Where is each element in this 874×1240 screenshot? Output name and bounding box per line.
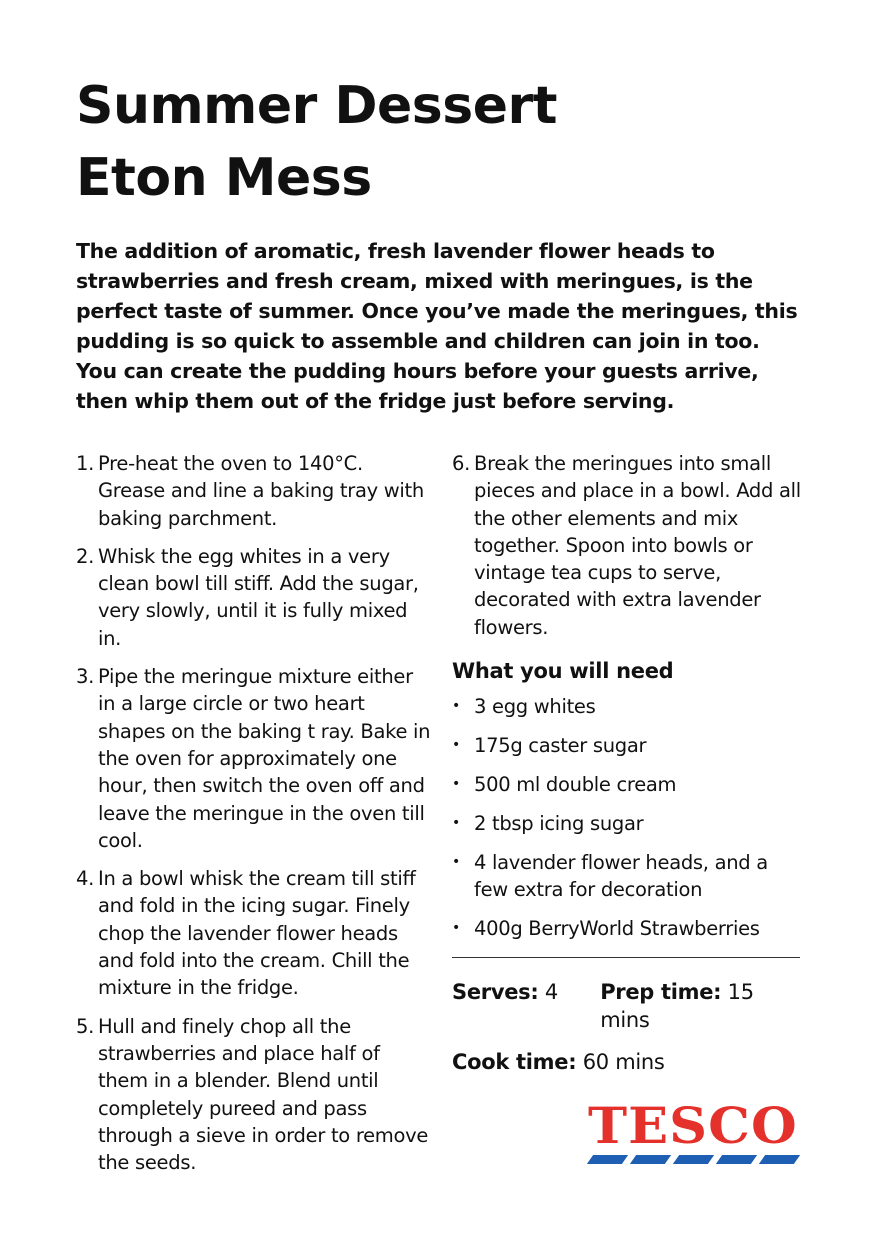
recipe-meta [452, 978, 807, 1076]
cook-time [452, 1048, 665, 1076]
step-text: Hull and finely chop all the strawberries and place half of them in a blender. Blend until completely pureed and pass through a sieve in order to remove the seeds. [98, 1014, 429, 1175]
step-number: 1. [76, 452, 95, 475]
recipe-title [76, 70, 557, 214]
ingredient-item: • 2 tbsp icing sugar [452, 810, 807, 837]
prep-time [600, 978, 807, 1034]
ingredient-item: • 175g caster sugar [452, 732, 807, 759]
step-item [76, 450, 431, 532]
step-item [76, 543, 431, 652]
step-item [76, 663, 431, 854]
divider [452, 957, 800, 958]
ingredient-item: • 500 ml double cream [452, 771, 807, 798]
cook-label: Cook time: [452, 1049, 577, 1074]
cook-value: 60 mins [582, 1049, 665, 1074]
step-item [76, 1013, 431, 1177]
ingredients-heading: What you will need [452, 659, 674, 684]
ingredient-item: • 400g BerryWorld Strawberries [452, 915, 807, 942]
step-number: 5. [76, 1014, 95, 1038]
step-item [76, 865, 431, 1001]
step-text: Pipe the meringue mixture either in a large circle or two heart shapes on the baking t ray. Bake in the oven for approximately one hour, then switch the oven off and leave the meringue in the oven till cool. [98, 665, 431, 852]
prep-value: 15 mins [600, 979, 754, 1032]
intro-text: The addition of aromatic, fresh lavender flower heads to strawberries and fresh cream, mixed with meringues, is the perfect taste of summer. Once you’ve made the meringues, this pudding is so quick to assemble and children can join in too. You can create the pudding hours before your guests arrive, then whip them out of the fridge just before serving. [76, 239, 798, 413]
logo-stripes [590, 1155, 802, 1164]
step-number: 6. [452, 452, 471, 475]
step-text: Whisk the egg whites in a very clean bowl till stiff. Add the sugar, very slowly, until it is fully mixed in. [98, 544, 419, 650]
tesco-logo [588, 1096, 802, 1164]
step-number: 2. [76, 544, 95, 568]
title-line: Eton Mess [76, 148, 372, 208]
serves-label: Serves: [452, 979, 539, 1004]
prep-label: Prep time: [600, 979, 722, 1004]
ingredients-list [452, 693, 807, 942]
ingredient-item: • 4 lavender flower heads, and a few extra for decoration [452, 849, 807, 904]
serves [452, 978, 600, 1034]
steps-column-left [76, 450, 431, 1187]
ingredient-item: • 3 egg whites [452, 693, 807, 720]
step-text: Pre-heat the oven to 140°C. Grease and line a baking tray with baking parchment. [98, 452, 424, 530]
logo-wordmark: TESCO [588, 1096, 798, 1155]
title-line: Summer Dessert [76, 76, 557, 136]
right-column [452, 450, 807, 1090]
step-item [452, 450, 807, 641]
step-number: 3. [76, 665, 95, 689]
serves-value: 4 [544, 979, 558, 1004]
step-text: In a bowl whisk the cream till stiff and fold in the icing sugar. Finely chop the lavender flower heads and fold into the cream. Chill the mixture in the fridge. [98, 867, 416, 1000]
step-text: Break the meringues into small pieces and place in a bowl. Add all the other elements and mix together. Spoon into bowls or vintage tea cups to serve, decorated with extra lavender flowers. [474, 452, 801, 639]
step-number: 4. [76, 867, 95, 891]
